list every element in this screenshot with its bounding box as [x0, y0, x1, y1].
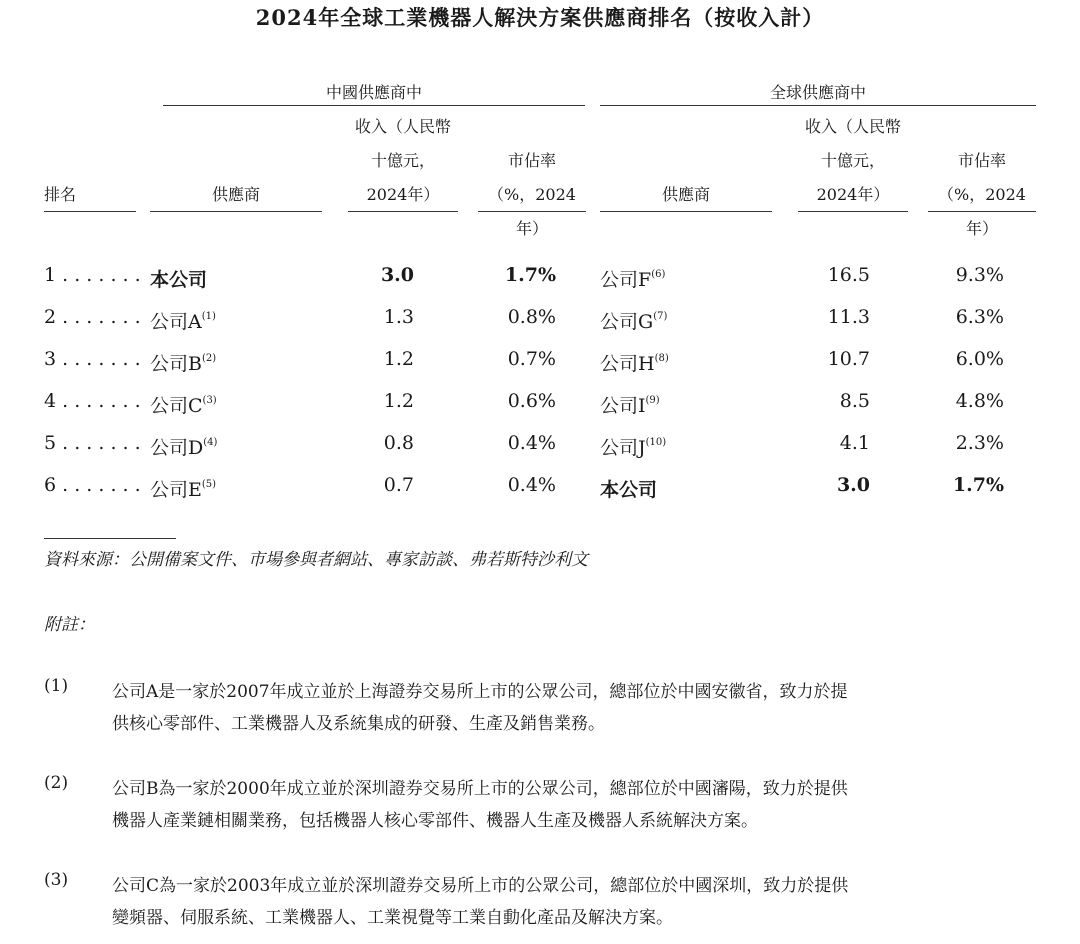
global-supplier-cell	[600, 302, 667, 337]
china-supplier-cell	[150, 428, 217, 463]
header-rule-rank	[44, 211, 136, 212]
global-revenue-cell: 10.7	[827, 348, 870, 370]
footnote-number: (2)	[44, 773, 69, 793]
source-note: 資料來源：公開備案文件、市場參與者網站、專家訪談、弗若斯特沙利文	[44, 550, 588, 570]
footnote-text	[112, 676, 1040, 740]
china-share-cell: 0.8%	[507, 306, 556, 328]
china-share-cell: 1.7%	[504, 264, 556, 286]
group-rule-china	[163, 105, 585, 106]
group-header-china: 中國供應商中	[325, 83, 422, 102]
china-revenue-cell: 0.8	[383, 432, 414, 454]
footnote-line: 公司B為一家於2000年成立並於深圳證券交易所上市的公眾公司，總部位於中國瀋陽，致力於提供	[112, 779, 848, 799]
notes-label: 附註：	[44, 615, 95, 635]
china-supplier-cell-footnote-ref: (4)	[203, 437, 218, 448]
china-supplier-cell	[150, 470, 216, 505]
global-supplier-cell-footnote-ref: (10)	[645, 437, 667, 448]
china-supplier-cell-footnote-ref: (1)	[201, 311, 216, 322]
china-supplier-cell-label: 公司C	[150, 395, 203, 417]
header-share-global	[928, 144, 1036, 246]
header-revenue-global-line3: 2024年）	[816, 185, 890, 204]
global-share-cell: 9.3%	[955, 264, 1004, 286]
china-supplier-cell	[150, 386, 217, 421]
header-share-china-line2: （%，2024年）	[488, 185, 576, 238]
global-revenue-cell: 8.5	[839, 390, 870, 412]
china-supplier-cell-label: 本公司	[150, 269, 208, 291]
header-supplier-global-label: 供應商	[661, 185, 710, 204]
china-share-cell: 0.6%	[507, 390, 556, 412]
global-share-cell: 6.0%	[955, 348, 1004, 370]
footnote-text	[112, 870, 1040, 934]
footnote-text	[112, 773, 1040, 837]
global-supplier-cell-label: 公司H	[600, 353, 655, 375]
global-revenue-cell: 11.3	[827, 306, 870, 328]
group-header-global: 全球供應商中	[769, 83, 866, 102]
china-supplier-cell-label: 公司D	[150, 437, 204, 459]
china-revenue-cell: 0.7	[383, 474, 414, 496]
header-rule-share-global	[928, 211, 1036, 212]
global-supplier-cell-label: 公司I	[600, 395, 646, 417]
global-supplier-cell-label: 公司G	[600, 311, 654, 333]
global-revenue-cell: 16.5	[827, 264, 870, 286]
source-rule	[44, 538, 176, 539]
global-supplier-cell-label: 本公司	[600, 479, 658, 501]
header-revenue-china-line1: 收入（人民幣	[354, 117, 451, 136]
footnote-line: 變頻器、伺服系統、工業機器人、工業視覺等工業自動化產品及解決方案。	[112, 908, 673, 928]
footnote-number: (3)	[44, 870, 69, 890]
china-supplier-cell-footnote-ref: (2)	[201, 353, 217, 364]
china-share-cell: 0.4%	[507, 432, 556, 454]
header-revenue-global-line2: 十億元，	[820, 151, 885, 170]
header-supplier-china	[150, 178, 322, 212]
global-supplier-cell	[600, 428, 666, 463]
rank-cell: 2 . . . . . . .	[44, 306, 141, 328]
rank-cell: 5 . . . . . . .	[44, 432, 141, 454]
china-share-cell: 0.7%	[507, 348, 556, 370]
footnote-line: 公司C為一家於2003年成立並於深圳證券交易所上市的公眾公司，總部位於中國深圳，致力於提供	[112, 876, 849, 896]
china-revenue-cell: 1.2	[383, 390, 414, 412]
china-supplier-cell-label: 公司E	[150, 479, 202, 501]
global-supplier-cell-footnote-ref: (7)	[653, 311, 668, 322]
china-revenue-cell: 3.0	[380, 264, 414, 286]
footnote-line: 機器人產業鏈相關業務，包括機器人核心零部件、機器人生產及機器人系統解決方案。	[112, 811, 758, 831]
header-rule-share-china	[478, 211, 586, 212]
rank-cell: 4 . . . . . . .	[44, 390, 141, 412]
header-revenue-china-line3: 2024年）	[366, 185, 440, 204]
china-revenue-cell: 1.2	[383, 348, 414, 370]
header-revenue-global	[798, 110, 908, 212]
global-supplier-cell	[600, 386, 660, 421]
header-rank-label: 排名	[44, 185, 77, 204]
header-supplier-china-label: 供應商	[211, 185, 260, 204]
china-supplier-cell	[150, 344, 216, 379]
global-supplier-cell-footnote-ref: (6)	[651, 269, 666, 280]
header-rule-supplier-china	[150, 211, 322, 212]
global-supplier-cell	[600, 470, 657, 505]
global-supplier-cell-label: 公司J	[600, 437, 646, 459]
global-share-cell: 1.7%	[952, 474, 1004, 496]
china-supplier-cell-footnote-ref: (5)	[201, 479, 217, 490]
china-supplier-cell	[150, 302, 216, 337]
header-rule-revenue-global	[798, 211, 908, 212]
global-supplier-cell-footnote-ref: (8)	[654, 353, 669, 364]
china-supplier-cell-label: 公司A	[150, 311, 202, 333]
china-revenue-cell: 1.3	[383, 306, 414, 328]
rank-cell: 1 . . . . . . .	[44, 264, 141, 286]
group-rule-global	[600, 105, 1036, 106]
global-share-cell: 4.8%	[955, 390, 1004, 412]
header-revenue-china	[348, 110, 458, 212]
global-supplier-cell	[600, 344, 669, 379]
china-share-cell: 0.4%	[507, 474, 556, 496]
header-rank	[44, 178, 136, 212]
china-supplier-cell-footnote-ref: (3)	[202, 395, 217, 406]
global-share-cell: 6.3%	[955, 306, 1004, 328]
global-supplier-cell	[600, 260, 665, 295]
footnote-line: 公司A是一家於2007年成立並於上海證券交易所上市的公眾公司，總部位於中國安徽省，致力於提	[112, 682, 848, 702]
global-revenue-cell: 4.1	[839, 432, 870, 454]
header-revenue-global-line1: 收入（人民幣	[804, 117, 901, 136]
global-share-cell: 2.3%	[955, 432, 1004, 454]
footnote-number: (1)	[44, 676, 69, 696]
global-supplier-cell-label: 公司F	[600, 269, 652, 291]
rank-cell: 3 . . . . . . .	[44, 348, 141, 370]
china-supplier-cell	[150, 260, 207, 295]
page-title: 2024年全球工業機器人解決方案供應商排名（按收入計）	[255, 5, 825, 30]
header-rule-revenue-china	[348, 211, 458, 212]
header-share-china	[478, 144, 586, 246]
china-supplier-cell-label: 公司B	[150, 353, 202, 375]
footnote-line: 供核心零部件、工業機器人及系統集成的研發、生產及銷售業務。	[112, 714, 605, 734]
header-supplier-global	[600, 178, 772, 212]
header-share-china-line1: 市佔率	[507, 151, 556, 170]
global-supplier-cell-footnote-ref: (9)	[645, 395, 660, 406]
header-share-global-line1: 市佔率	[957, 151, 1006, 170]
header-revenue-china-line2: 十億元，	[370, 151, 435, 170]
header-rule-supplier-global	[600, 211, 772, 212]
global-revenue-cell: 3.0	[836, 474, 870, 496]
header-share-global-line2: （%，2024年）	[938, 185, 1026, 238]
rank-cell: 6 . . . . . . .	[44, 474, 141, 496]
